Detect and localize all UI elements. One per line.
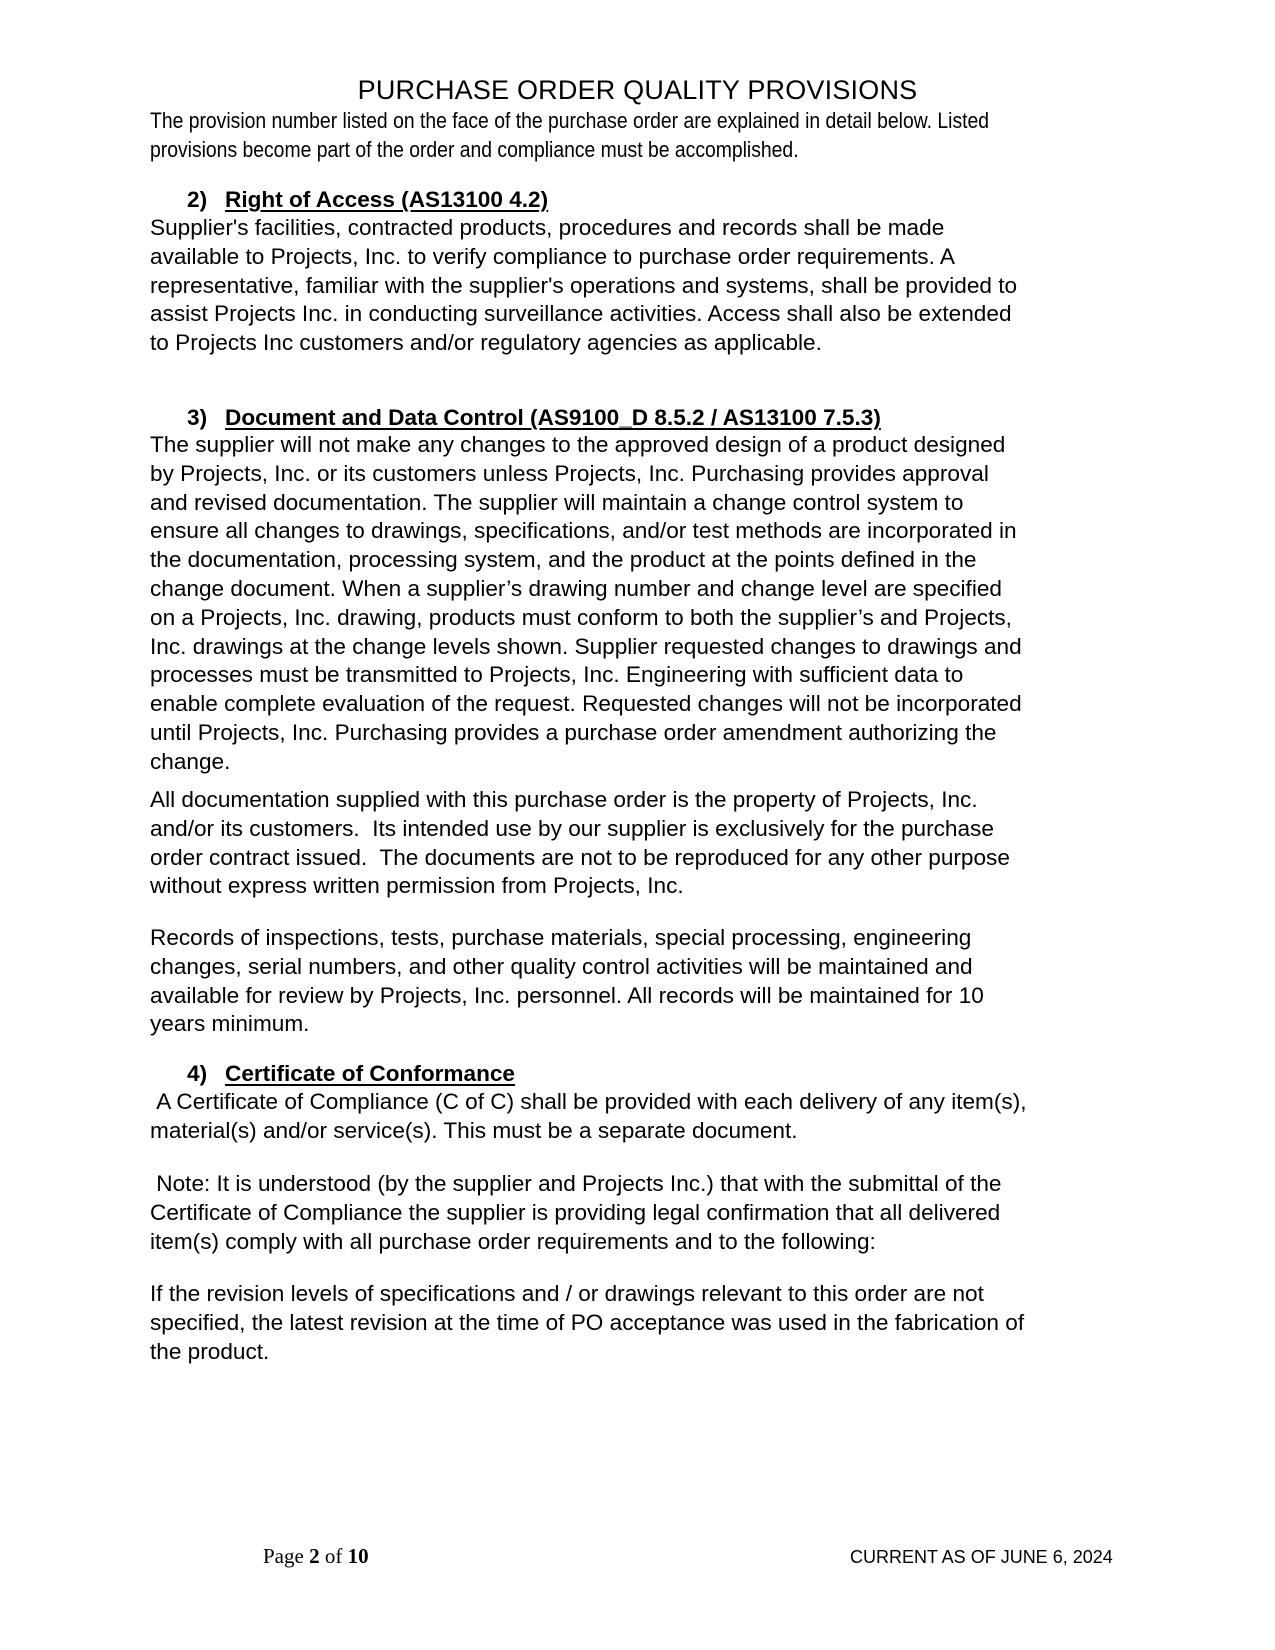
section-body-note	[150, 1170, 1140, 1256]
section-title: Certificate of Conformance	[225, 1061, 516, 1086]
page-current: 2	[309, 1544, 320, 1568]
page-word: Page	[263, 1544, 304, 1568]
current-as-of-date: CURRENT AS OF JUNE 6, 2024	[850, 1547, 1113, 1567]
intro-text: The provision number listed on the face of the purchase order are explained in detail below. Listed provisions become part of the order and compliance must be accomplished.	[150, 108, 990, 162]
section-number: 2)	[187, 187, 208, 212]
page-of: of	[324, 1544, 343, 1568]
section-heading-right-of-access	[187, 186, 548, 214]
paragraph: Records of inspections, tests, purchase materials, special processing, engineering changes, serial numbers, and other quality control activities will be maintained and available for review by Projects, Inc. personnel. All records will be maintained for 10 years minimum.	[150, 925, 984, 1037]
section-body-documentation-property	[150, 786, 1140, 901]
section-body-records	[150, 924, 1140, 1039]
section-body-right-of-access	[150, 214, 1140, 358]
section-title: Right of Access (AS13100 4.2)	[225, 187, 549, 212]
section-body-document-control	[150, 431, 1140, 777]
paragraph: The supplier will not make any changes to the approved design of a product designed by Projects, Inc. or its customers unless Projects, Inc. Purchasing provides approval and revised documentation. The supplier will maintain a change control system to ensure all changes to drawings, specifications, and/or test methods are incorporated in the documentation, processing system, and the product at the points defined in the change document. When a supplier’s drawing number and change level are specified on a Projects, Inc. drawing, products must conform to both the supplier’s and Projects, Inc. drawings at the change levels shown. Supplier requested changes to drawings and processes must be transmitted to Projects, Inc. Engineering with sufficient data to enable complete evaluation of the request. Requested changes will not be incorporated until Projects, Inc. Purchasing provides a purchase order amendment authorizing the change.	[150, 432, 1022, 774]
page-title: PURCHASE ORDER QUALITY PROVISIONS	[357, 75, 918, 105]
paragraph: Supplier's facilities, contracted products, procedures and records shall be made available to Projects, Inc. to verify compliance to purchase order requirements. A representative, familiar with the supplier's operations and systems, shall be provided to assist Projects Inc. in conducting surveillance activities. Access shall also be extended to Projects Inc customers and/or regulatory agencies as applicable.	[150, 215, 1018, 356]
section-heading-certificate	[187, 1060, 515, 1088]
paragraph: Note: It is understood (by the supplier and Projects Inc.) that with the submittal of the Certificate of Compliance the supplier is providing legal confirmation that all delivered item(s) comply with all purchase order requirements and to the following:	[150, 1171, 1002, 1254]
paragraph: A Certificate of Compliance (C of C) shall be provided with each delivery of any item(s), material(s) and/or service(s). This must be a separate document.	[150, 1089, 1027, 1143]
section-heading-document-control	[187, 404, 881, 432]
page-number	[263, 1543, 369, 1569]
page-total: 10	[347, 1544, 369, 1568]
section-title: Document and Data Control (AS9100_D 8.5.2 / AS13100 7.5.3)	[225, 405, 881, 430]
section-number: 3)	[187, 405, 208, 430]
section-body-certificate	[150, 1088, 1140, 1146]
paragraph: All documentation supplied with this purchase order is the property of Projects, Inc. and/or its customers. Its intended use by our supplier is exclusively for the purchase order contract issued. The documents are not to be reproduced for any other purpose without express written permission from Projects, Inc.	[150, 787, 1010, 899]
paragraph: If the revision levels of specifications and / or drawings relevant to this order are not specified, the latest revision at the time of PO acceptance was used in the fabrication of the product.	[150, 1281, 1025, 1364]
section-number: 4)	[187, 1061, 208, 1086]
section-body-revision-levels	[150, 1280, 1140, 1366]
